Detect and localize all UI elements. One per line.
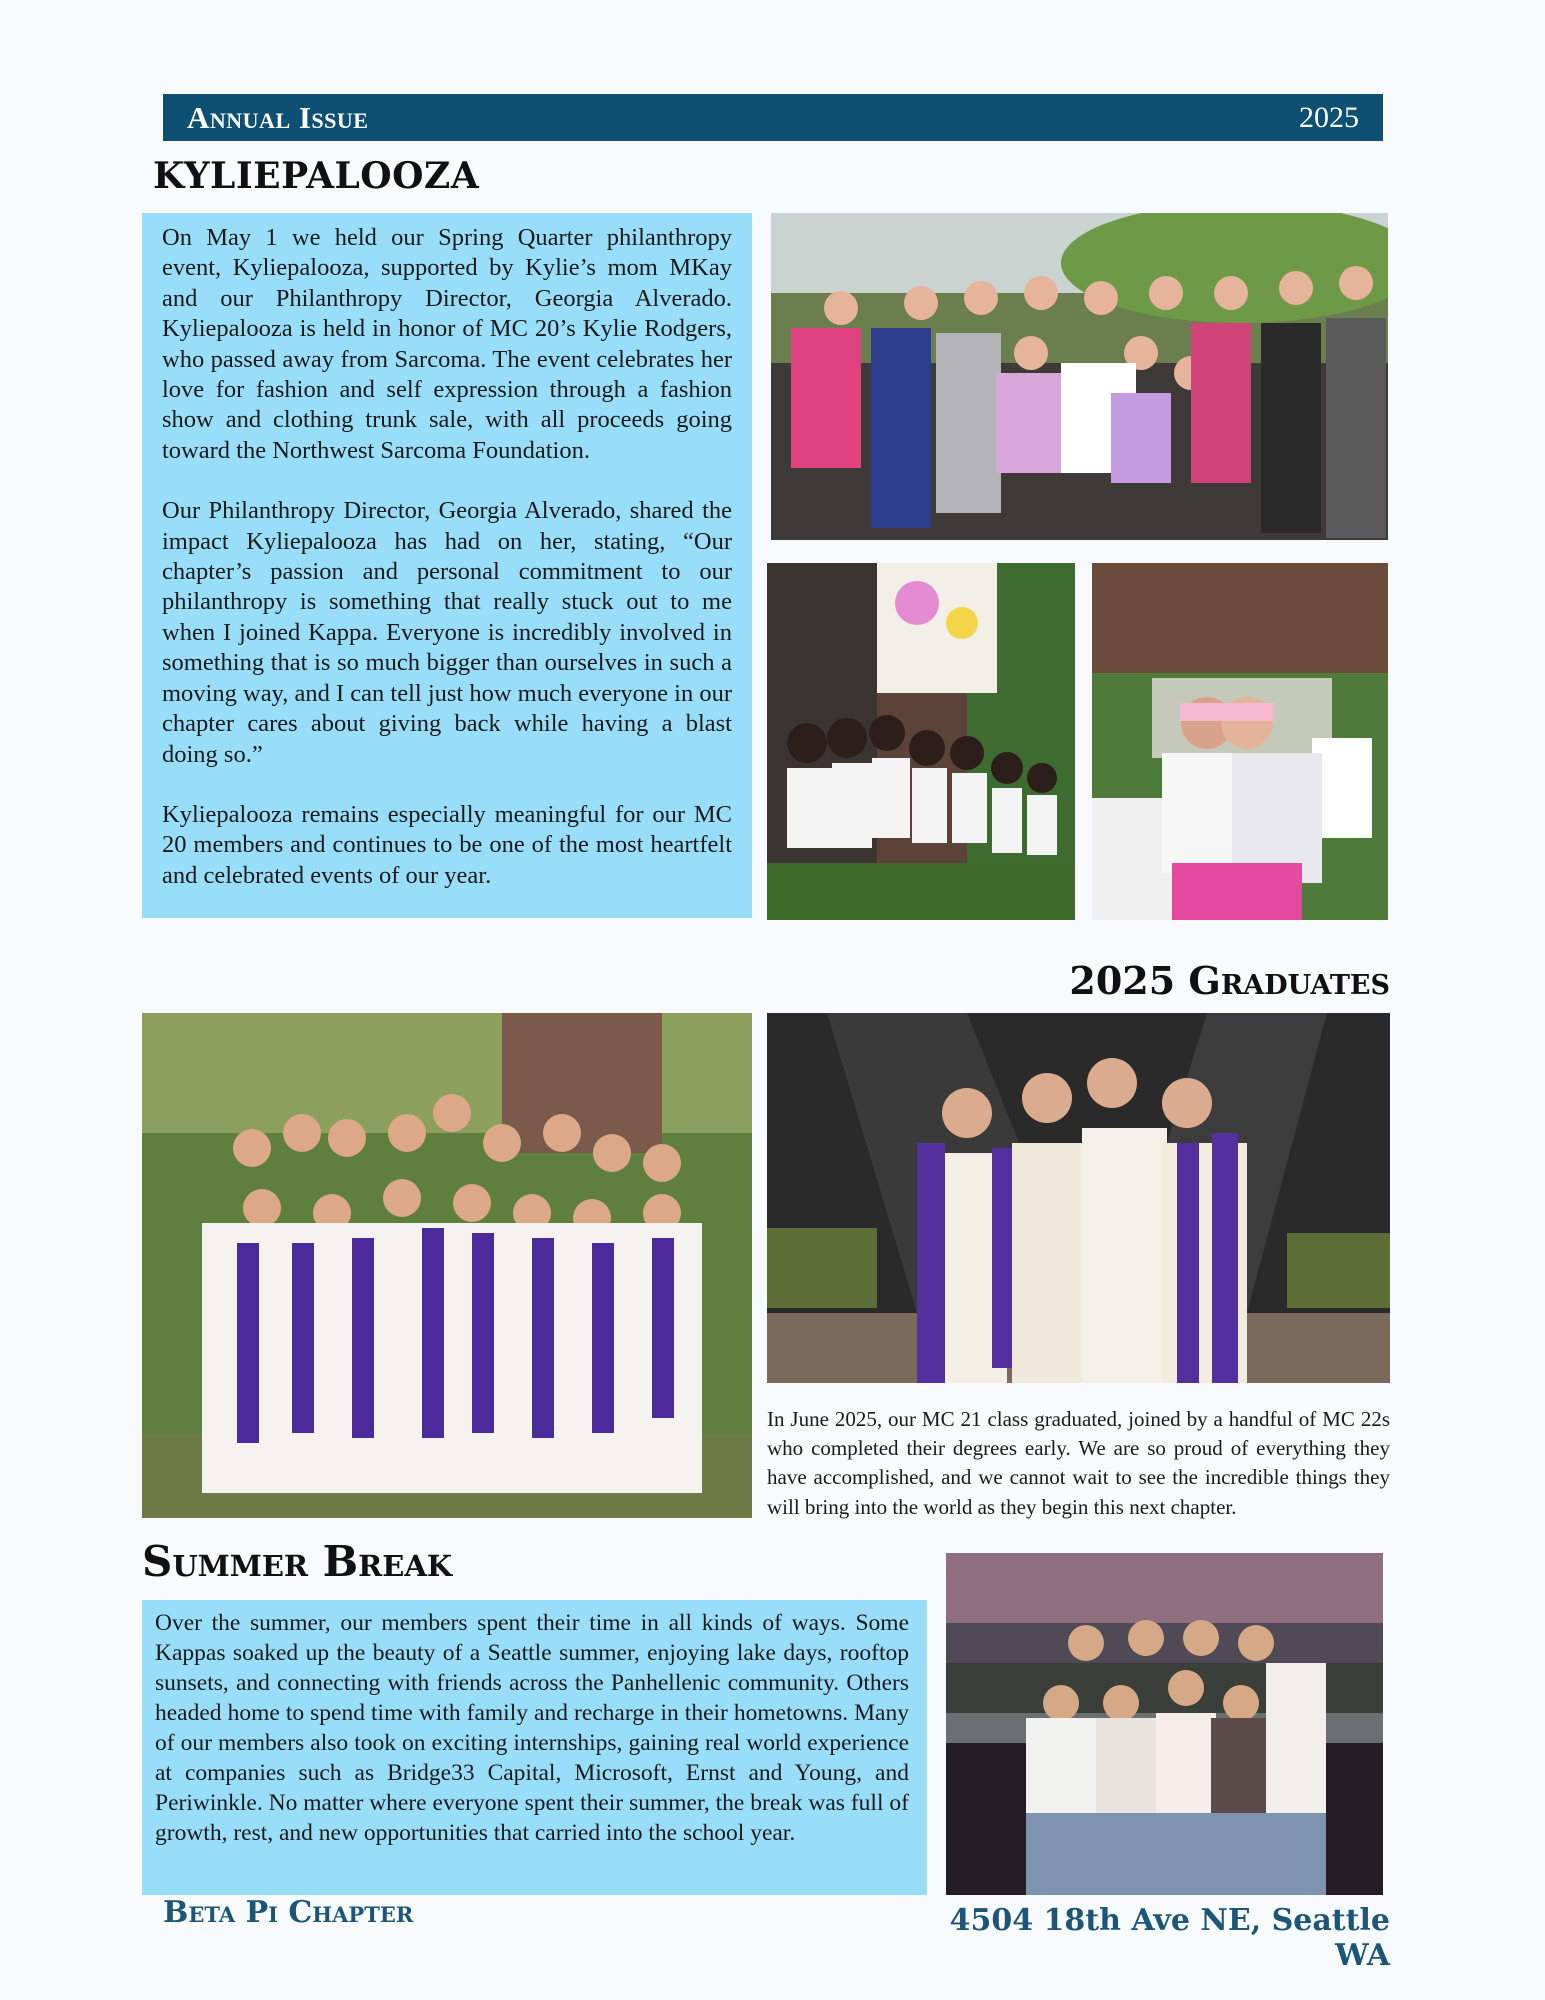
kyliepalooza-text-box [142, 213, 752, 918]
kyliepalooza-article [162, 223, 732, 891]
kyliepalooza-paragraph-3: Kyliepalooza remains especially meaningful for our MC 20 members and continues to be one of the most heartfelt and celebrated events of our year. [162, 800, 732, 889]
kyliepalooza-sisters-photo [767, 563, 1075, 920]
summer-text-box [142, 1600, 927, 1895]
graduates-four-photo [767, 1013, 1390, 1383]
kyliepalooza-group-photo [771, 213, 1388, 540]
summer-text: Over the summer, our members spent their time in all kinds of ways. Some Kappas soaked up the beauty of a Seattle summer, enjoying lake days, rooftop sunsets, and connecting with friends across the Panhellenic community. Others headed home to spend time with family and recharge in their hometowns. Many of our members also took on exciting internships, gaining real world experience at companies such as Bridge33 Capital, Microsoft, Ernst and Young, and Periwinkle. No matter where everyone spent their summer, the break was full of growth, rest, and new opportunities that carried into the school year. [155, 1610, 909, 1846]
kyliepalooza-hug-photo [1092, 563, 1388, 920]
issue-banner [163, 94, 1383, 141]
graduates-title [1025, 958, 1390, 1003]
footer-chapter: Beta Pi Chapter [163, 1895, 414, 1930]
graduates-text: In June 2025, our MC 21 class graduated, joined by a handful of MC 22s who completed their degrees early. We are so proud of everything they have accomplished, and we cannot wait to see the incredible things they will bring into the world as they begin this next chapter. [767, 1407, 1390, 1519]
graduates-title-text: 2025 Graduates [1069, 958, 1390, 1003]
issue-label: Annual Issue [187, 100, 369, 135]
footer-address: 4504 18th Ave NE, Seattle WA [949, 1903, 1390, 1973]
summer-title-text: Summer Break [142, 1537, 453, 1586]
issue-year: 2025 [1299, 101, 1359, 134]
summer-rooftop-photo [946, 1553, 1383, 1895]
kyliepalooza-title: KYLIEPALOOZA [153, 155, 480, 197]
kyliepalooza-paragraph-1: On May 1 we held our Spring Quarter philanthropy event, Kyliepalooza, supported by Kylie’s mom MKay and our Philanthropy Director, Georgia Alverado. Kyliepalooza is held in honor of MC 20’s Kylie Rodgers, who passed away from Sarcoma. The event celebrates her love for fashion and self expression through a fashion show and clothing trunk sale, with all proceeds going toward the Northwest Sarcoma Foundation. [162, 224, 732, 464]
summer-title [142, 1537, 452, 1586]
graduates-group-photo [142, 1013, 752, 1518]
kyliepalooza-paragraph-2: Our Philanthropy Director, Georgia Alverado, shared the impact Kyliepalooza has had on her, stating, “Our chapter’s passion and personal commitment to our philanthropy is something that really stuck out to me when I joined Kappa. Everyone is incredibly involved in something that is so much bigger than ourselves in such a moving way, and I can tell just how much everyone in our chapter cares about giving back while having a blast doing so.” [162, 497, 732, 768]
